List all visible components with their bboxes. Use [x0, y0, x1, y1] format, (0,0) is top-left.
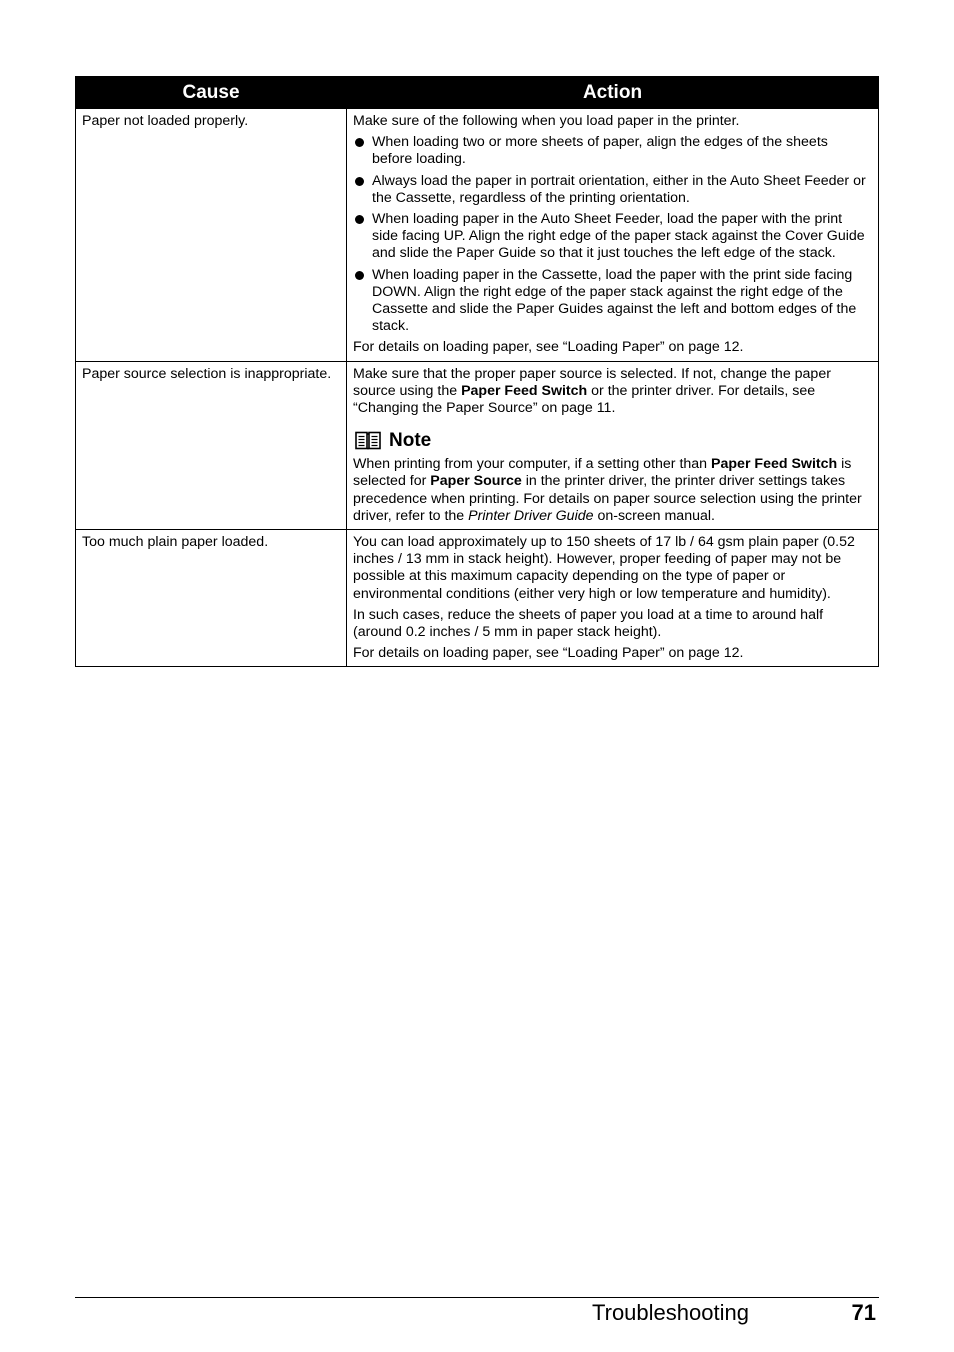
action-paragraph: In such cases, reduce the sheets of paper you load at a time to around half (around 0.2 inches / 5 mm in paper stack height). — [353, 606, 824, 641]
cause-cell: Paper not loaded properly. — [76, 109, 347, 362]
action-cell — [347, 361, 879, 529]
action-paragraph: Make sure that the proper paper source is selected. If not, change the paper source using the Paper Feed Switch or the printer driver. For details, see “Changing the Paper Source” on page 11. — [353, 365, 831, 417]
cause-cell: Too much plain paper loaded. — [76, 530, 347, 667]
action-bullet-list — [353, 134, 872, 335]
troubleshooting-table — [75, 76, 879, 667]
note-book-icon — [355, 431, 381, 451]
note-text: When printing from your computer, if a setting other than Paper Feed Switch is selected for Paper Source in the printer driver, the printer driver settings takes precedence when printing. For details on paper source selection using the printer driver, refer to the Printer Driver Guide on-screen manual. — [353, 456, 862, 524]
cause-cell: Paper source selection is inappropriate. — [76, 361, 347, 529]
bullet-icon — [355, 177, 364, 186]
table-row — [76, 361, 879, 529]
page-number: 71 — [851, 1300, 876, 1325]
paper-feed-switch-term: Paper Feed Switch — [461, 382, 588, 399]
action-intro: Make sure of the following when you load paper in the printer. — [353, 113, 740, 129]
note-heading — [355, 430, 872, 452]
action-cell — [347, 530, 879, 667]
footer-divider — [75, 1297, 879, 1298]
action-outro: For details on loading paper, see “Loading Paper” on page 12. — [353, 339, 744, 356]
action-paragraph: For details on loading paper, see “Loading Paper” on page 12. — [353, 645, 744, 662]
header-cause: Cause — [76, 77, 347, 109]
printer-driver-guide-title: Printer Driver Guide — [468, 507, 594, 524]
table-row — [76, 530, 879, 667]
bullet-icon — [355, 271, 364, 280]
header-action: Action — [347, 77, 879, 109]
list-item: When loading paper in the Auto Sheet Feeder, load the paper with the print side facing UP. Align the right edge of the paper stack against the Cover Guide and slide the Paper Guide so that it just touches the left edge of the stack. — [353, 211, 872, 263]
action-cell — [347, 109, 879, 362]
table-row — [76, 109, 879, 362]
bullet-icon — [355, 215, 364, 224]
footer-section-title: Troubleshooting — [592, 1300, 749, 1325]
bullet-icon — [355, 138, 364, 147]
list-item: When loading paper in the Cassette, load the paper with the print side facing DOWN. Align the right edge of the paper stack against the right edge of the Cassette and slide the Paper Guides against the left and bottom edges of the stack. — [353, 267, 872, 336]
action-paragraph: You can load approximately up to 150 sheets of 17 lb / 64 gsm plain paper (0.52 inches / 13 mm in stack height). However, proper feeding of paper may not be possible at this maximum capacity depending on the type of paper or environmental conditions (either very high or low temperature and humidity). — [353, 534, 855, 602]
list-item: When loading two or more sheets of paper, align the edges of the sheets before loading. — [353, 134, 872, 168]
table-header-row — [76, 77, 879, 109]
list-item: Always load the paper in portrait orientation, either in the Auto Sheet Feeder or the Cassette, regardless of the printing orientation. — [353, 173, 872, 207]
note-title: Note — [389, 430, 432, 452]
